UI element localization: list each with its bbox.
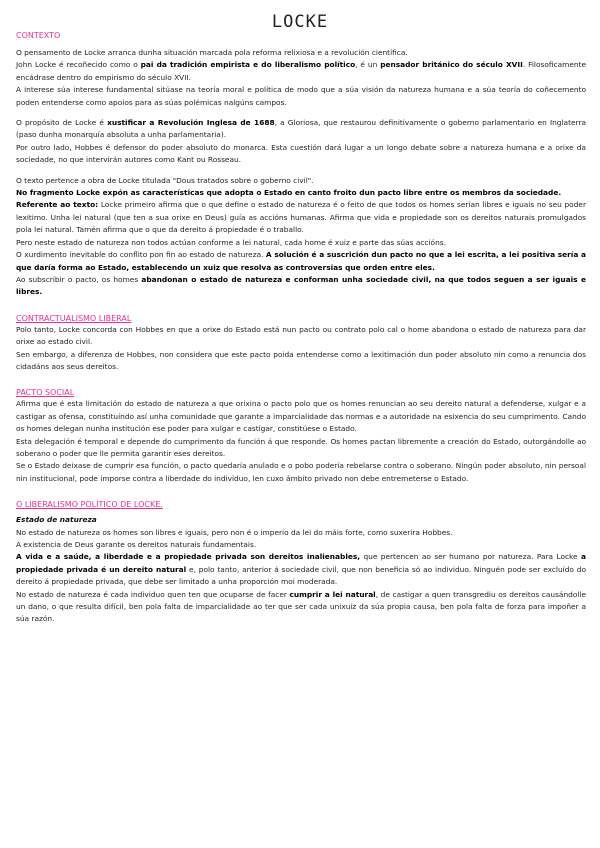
paragraph: Sen embargo, a diferenza de Hobbes, non considera que este pacto poida entenderse como a lexitimación dun poder absoluto nin como a renuncia dos cidadáns aos seus dereitos.: [16, 349, 586, 371]
paragraph: No fragmento Locke expón as características que adopta o Estado en canto froito dun pacto libre entre os membros da sociedade.: [16, 188, 562, 198]
paragraph: Se o Estado deixase de cumprir esa función, o pacto quedaría anulado e o pobo podería rebelarse contra o soberano. Ningún poder absoluto, nin persoal nin institucional, pode imporse contra a liberdade do individuo, len cuxo ámbito privado non debe entremeterse o Estado.: [16, 461, 586, 483]
paragraph: Referente ao texto: Locke primeiro afirma que o que define o estado de natureza é o feito de que todos os homes serían libres e iguais no seu poder lexitimo. Unha lei natural (que ten a sua orixe en Deus) guía as accións humanas. Afirma que vida e propiedade son os dereitos naturais promulgados pola lei natural. Tamén afirma que o que da dereito á propiedade é o traballo.: [16, 200, 586, 235]
paragraph: A vida e a saúde, a liberdade e a propiedade privada son dereitos inalienables, que pertencen ao ser humano por natureza. Para Locke a propiedade privada é un dereito natural e, polo tanto, anterior á sociedade civil, que non beneficia só ao individuo. Ninguén pode ser excluído do dereito á propiedade privada, que debe ser limitado a unha proporción moi moderada.: [16, 552, 586, 587]
paragraph: Esta delegación é temporal e depende do cumprimento da función á que responde. Os homes pactan libremente a creación do Estado, outorgándolle ao soberano o poder que lle permita garantir eses dereitos.: [16, 436, 586, 458]
paragraph: Ao subscribir o pacto, os homes abandonan o estado de natureza e conforman unha sociedade civil, na que todos seguen a ser iguais e libres.: [16, 274, 586, 297]
section-contexto: [16, 30, 586, 299]
section-contractualismo: [16, 313, 586, 374]
section-liberalismo: [16, 499, 586, 626]
paragraph: O xurdimento inevitable do conflito pon fin ao estado de natureza. A solución é a suscrición dun pacto no que a lei escrita, a lei positiva sería a que daría forma ao Estado, establecendo un xuiz que resolva as controversias que orden entre eles.: [16, 250, 586, 272]
section-heading-contexto: CONTEXTO: [16, 31, 61, 40]
paragraph: No estado de natureza é cada individuo quen ten que ocuparse de facer cumprir a lei natural, de castigar a quen transgrediu os dereitos causándolle un dano, o que resulta difícil, ben pola falta de imparcialidade ao ter que ser cada unixuiz da súa propia causa, ben pola falta de forza para impoñer a súa razón.: [16, 589, 586, 624]
paragraph: A existencia de Deus garante os dereitos naturais fundamentais.: [16, 540, 257, 549]
section-heading-liberalismo: O LIBERALISMO POLÍTICO DE LOCKE.: [16, 500, 163, 510]
section-pacto-social: [16, 387, 586, 485]
subheading-estado-natureza: Estado de natureza: [16, 515, 97, 525]
paragraph: A interese súa interese fundamental sitúase na teoría moral e política de modo que a súa visión da natureza humana e a súa teoría do coñecemento poden entenderse como apoios para as súas polémicas nalgúns campos.: [16, 85, 586, 107]
page-title: LOCKE: [271, 12, 329, 32]
paragraph: O pensamento de Locke arranca dunha situación marcada pola reforma relixiosa e a revolución científica.: [16, 48, 408, 57]
paragraph: Pero neste estado de natureza non todos actúan conforme a lei natural, cada home é xuiz e parte das súas accións.: [16, 237, 446, 247]
paragraph: Afirma que é esta limitación do estado de natureza a que orixina o pacto polo que os homes renuncian ao seu dereito natural a defenderse, xulgar e a castigar as ofensa, constituíndo así unha comunidade que garante a imparcialidade das normas e a autoridade na esixencia do seu cumprimento. Cando os homes delegan nunha institución ese poder para xulgar e castigar, constitúese o Estado.: [16, 399, 586, 434]
section-heading-contractualismo: CONTRACTUALISMO LIBERAL: [16, 313, 132, 323]
paragraph: No estado de natureza os homes son libres e iguais, pero non é o imperio da lei do máis forte, como suxerira Hobbes.: [16, 527, 453, 537]
paragraph: O texto pertence a obra de Locke titulada "Dous tratados sobre o goberno civil".: [16, 175, 314, 185]
paragraph: O propósito de Locke é xustificar a Revolución Inglesa de 1688, a Gloriosa, que restaurou definitivamente o goberno parlamentario en Inglaterra (paso dunha monarquía absoluta a unha parlamentaria).: [16, 118, 587, 140]
paragraph: John Locke é recoñecido como o pai da tradición empirista e do liberalismo político, é un pensador británico do século XVII. Filosoficamente encádrase dentro do empirismo do século XVII.: [16, 60, 587, 82]
paragraph: Polo tanto, Locke concorda con Hobbes en que a orixe do Estado está nun pacto ou contrato polo cal o home abandona o estado de natureza para dar orixe ao estado civil.: [16, 324, 586, 347]
paragraph: Por outro lado, Hobbes é defensor do poder absoluto do monarca. Esta cuestión dará lugar a un longo debate sobre a natureza humana e a orixe da sociedade, no que intervirán autores como Kant ou Rosseau.: [16, 142, 586, 165]
section-heading-pacto-social: PACTO SOCIAL: [16, 388, 75, 398]
